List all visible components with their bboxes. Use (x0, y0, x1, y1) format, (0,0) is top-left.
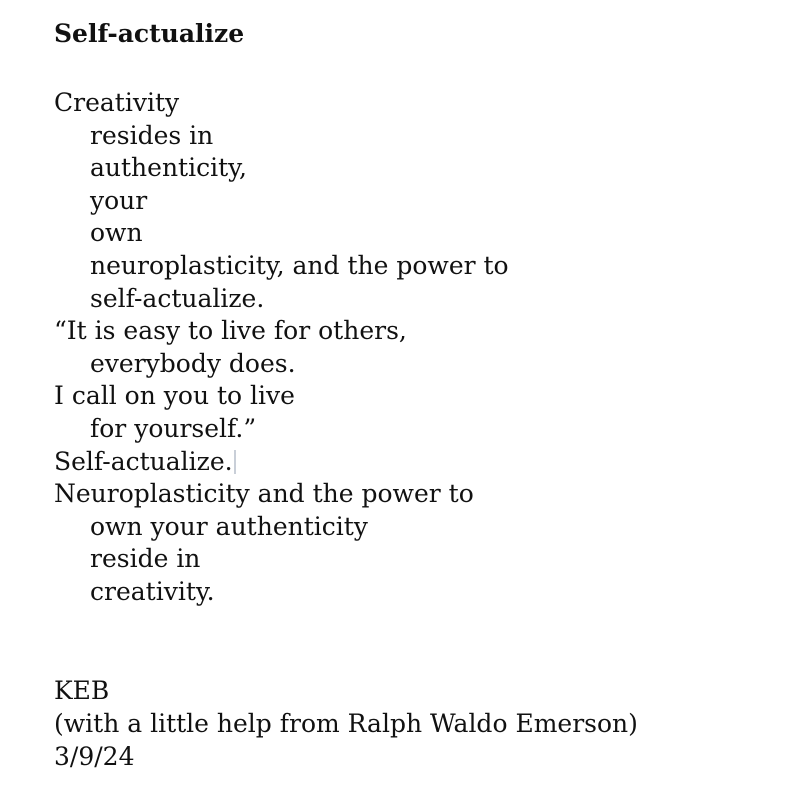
poem-line-1: Creativity (54, 88, 180, 117)
poem-line-10: I call on you to live (54, 381, 295, 411)
poem-line-3: authenticity, (90, 153, 247, 183)
signature-date: 3/9/24 (54, 742, 135, 771)
poem-line-6: neuroplasticity, and the power to (90, 250, 509, 280)
poem-line-14: own your authenticity (90, 511, 368, 541)
poem-line-5: own (90, 218, 143, 248)
poem-line-15: reside in (90, 544, 201, 574)
poem-line-16: creativity. (90, 576, 215, 606)
poem-line-8: “It is easy to live for others, (54, 316, 407, 346)
poem-line-11: for yourself.” (90, 413, 257, 443)
signature-credit: (with a little help from Ralph Waldo Emerson) (54, 709, 638, 738)
poem-line-13: Neuroplasticity and the power to (54, 479, 474, 509)
poem-line-9: everybody does. (90, 348, 296, 378)
text-cursor (234, 450, 236, 474)
poem-body[interactable] (54, 87, 774, 609)
poem-line-12 (54, 446, 774, 479)
poem-line-12-text: Self-actualize. (54, 446, 233, 476)
signature-author: KEB (54, 676, 110, 705)
poem-line-4: your (90, 185, 148, 215)
poem-line-7: self-actualize. (90, 283, 265, 313)
poem-title: Self-actualize (54, 19, 245, 48)
signature-block (54, 674, 774, 773)
poem-line-2: resides in (90, 120, 214, 150)
